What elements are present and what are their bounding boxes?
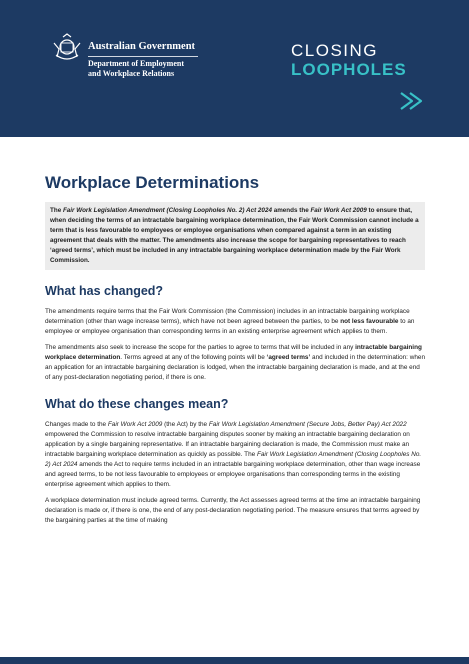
- text-run: A workplace determination must include agreed terms. Currently, the Act assesses agreed terms at the time an intractable bargaining declaration is made or, if there is one, the end of any post-declaration negotiating period. The measure ensures that terms agreed by the bargaining parties at the time of making: [45, 497, 421, 524]
- text-run: and included in the determination: when an application for an intractable bargaining declaration is lodged, when the intractable bargaining declaration is made, and at the end of any post-declaration negotiating period, if there is one.: [45, 354, 426, 381]
- department-name: [88, 59, 208, 79]
- text-run: The: [50, 207, 63, 214]
- paragraph: [45, 496, 425, 526]
- text-run: to an employee or employee organisation than corresponding terms in an existing enterprise agreement which applies to them.: [45, 318, 415, 335]
- emphasis-italic: Fair Work Act 2009: [310, 207, 367, 214]
- paragraph: [45, 420, 425, 490]
- section-heading-what-changed: What has changed?: [45, 284, 164, 298]
- department-line-1: Department of Employment: [88, 59, 184, 68]
- text-run: amends the: [271, 207, 311, 214]
- government-name: Australian Government: [88, 41, 196, 52]
- emphasis-italic: Fair Work Legislation Amendment (Closing Loopholes No. 2) Act 2024: [62, 207, 272, 214]
- text-run: The amendments require terms that the Fair Work Commission (the Commission) includes in an intractable bargaining workplace determination (other than wage increase terms), which have not been agreed between the parties, to be: [45, 308, 410, 325]
- emphasis-italic: Fair Work Legislation Amendment (Secure Jobs, Better Pay) Act 2022: [208, 421, 407, 428]
- header-divider: [88, 56, 198, 57]
- page-title: Workplace Determinations: [45, 173, 260, 192]
- text-run: The amendments also seek to increase the scope for the parties to agree to terms that will be included in any: [45, 344, 356, 351]
- paragraph: [45, 343, 425, 383]
- section-heading-what-changes-mean: What do these changes mean?: [45, 397, 229, 411]
- department-line-2: and Workplace Relations: [88, 69, 175, 78]
- coat-of-arms-icon: [50, 33, 84, 67]
- text-run: (the Act) by the: [162, 421, 209, 428]
- brand-closing: CLOSING: [291, 41, 379, 60]
- text-run: to ensure that, when deciding the terms of an intractable bargaining workplace determination, the Fair Work Commission cannot include a term that is less favourable to employees or employee organisations when compared against a term in an existing agreement that deals with the matter. The amendments also increase the scope for bargaining representatives to reach ‘agreed terms’, which must be included in any intractable bargaining workplace determination made by the Fair Work Commission.: [50, 207, 419, 264]
- chevron-right-icon: [398, 90, 428, 112]
- text-run: amends the Act to require terms included in an intractable bargaining workplace determination, other than wage increase and agreed terms, to be not less favourable to employees or employee organisations than corresponding terms in the existing enterprise agreement which applies to them.: [45, 461, 421, 488]
- document-body: [45, 172, 425, 532]
- emphasis-bold: not less favourable: [340, 318, 399, 325]
- paragraph: [45, 307, 425, 337]
- footer-bar: [0, 657, 469, 664]
- emphasis-bold: ‘agreed terms’: [266, 354, 311, 361]
- text-run: . Terms agreed at any of the following points will be: [120, 354, 267, 361]
- brand-loopholes: LOOPHOLES: [291, 60, 407, 79]
- text-run: empowered the Commission to resolve intractable bargaining disputes sooner by making an intractable bargaining declaration on application by a single bargaining representative. If an intractable bargaining declaration is made, the Commission must make an intractable bargaining workplace determination as quickly as possible. The: [45, 431, 410, 458]
- summary-box: [45, 202, 425, 270]
- emphasis-italic: Fair Work Legislation Amendment (Closing Loopholes No. 2) Act 2024: [45, 451, 422, 468]
- header-banner: [0, 0, 469, 137]
- text-run: Changes made to the: [45, 421, 108, 428]
- emphasis-bold: intractable bargaining workplace determination: [45, 344, 422, 361]
- emphasis-italic: Fair Work Act 2009: [107, 421, 163, 428]
